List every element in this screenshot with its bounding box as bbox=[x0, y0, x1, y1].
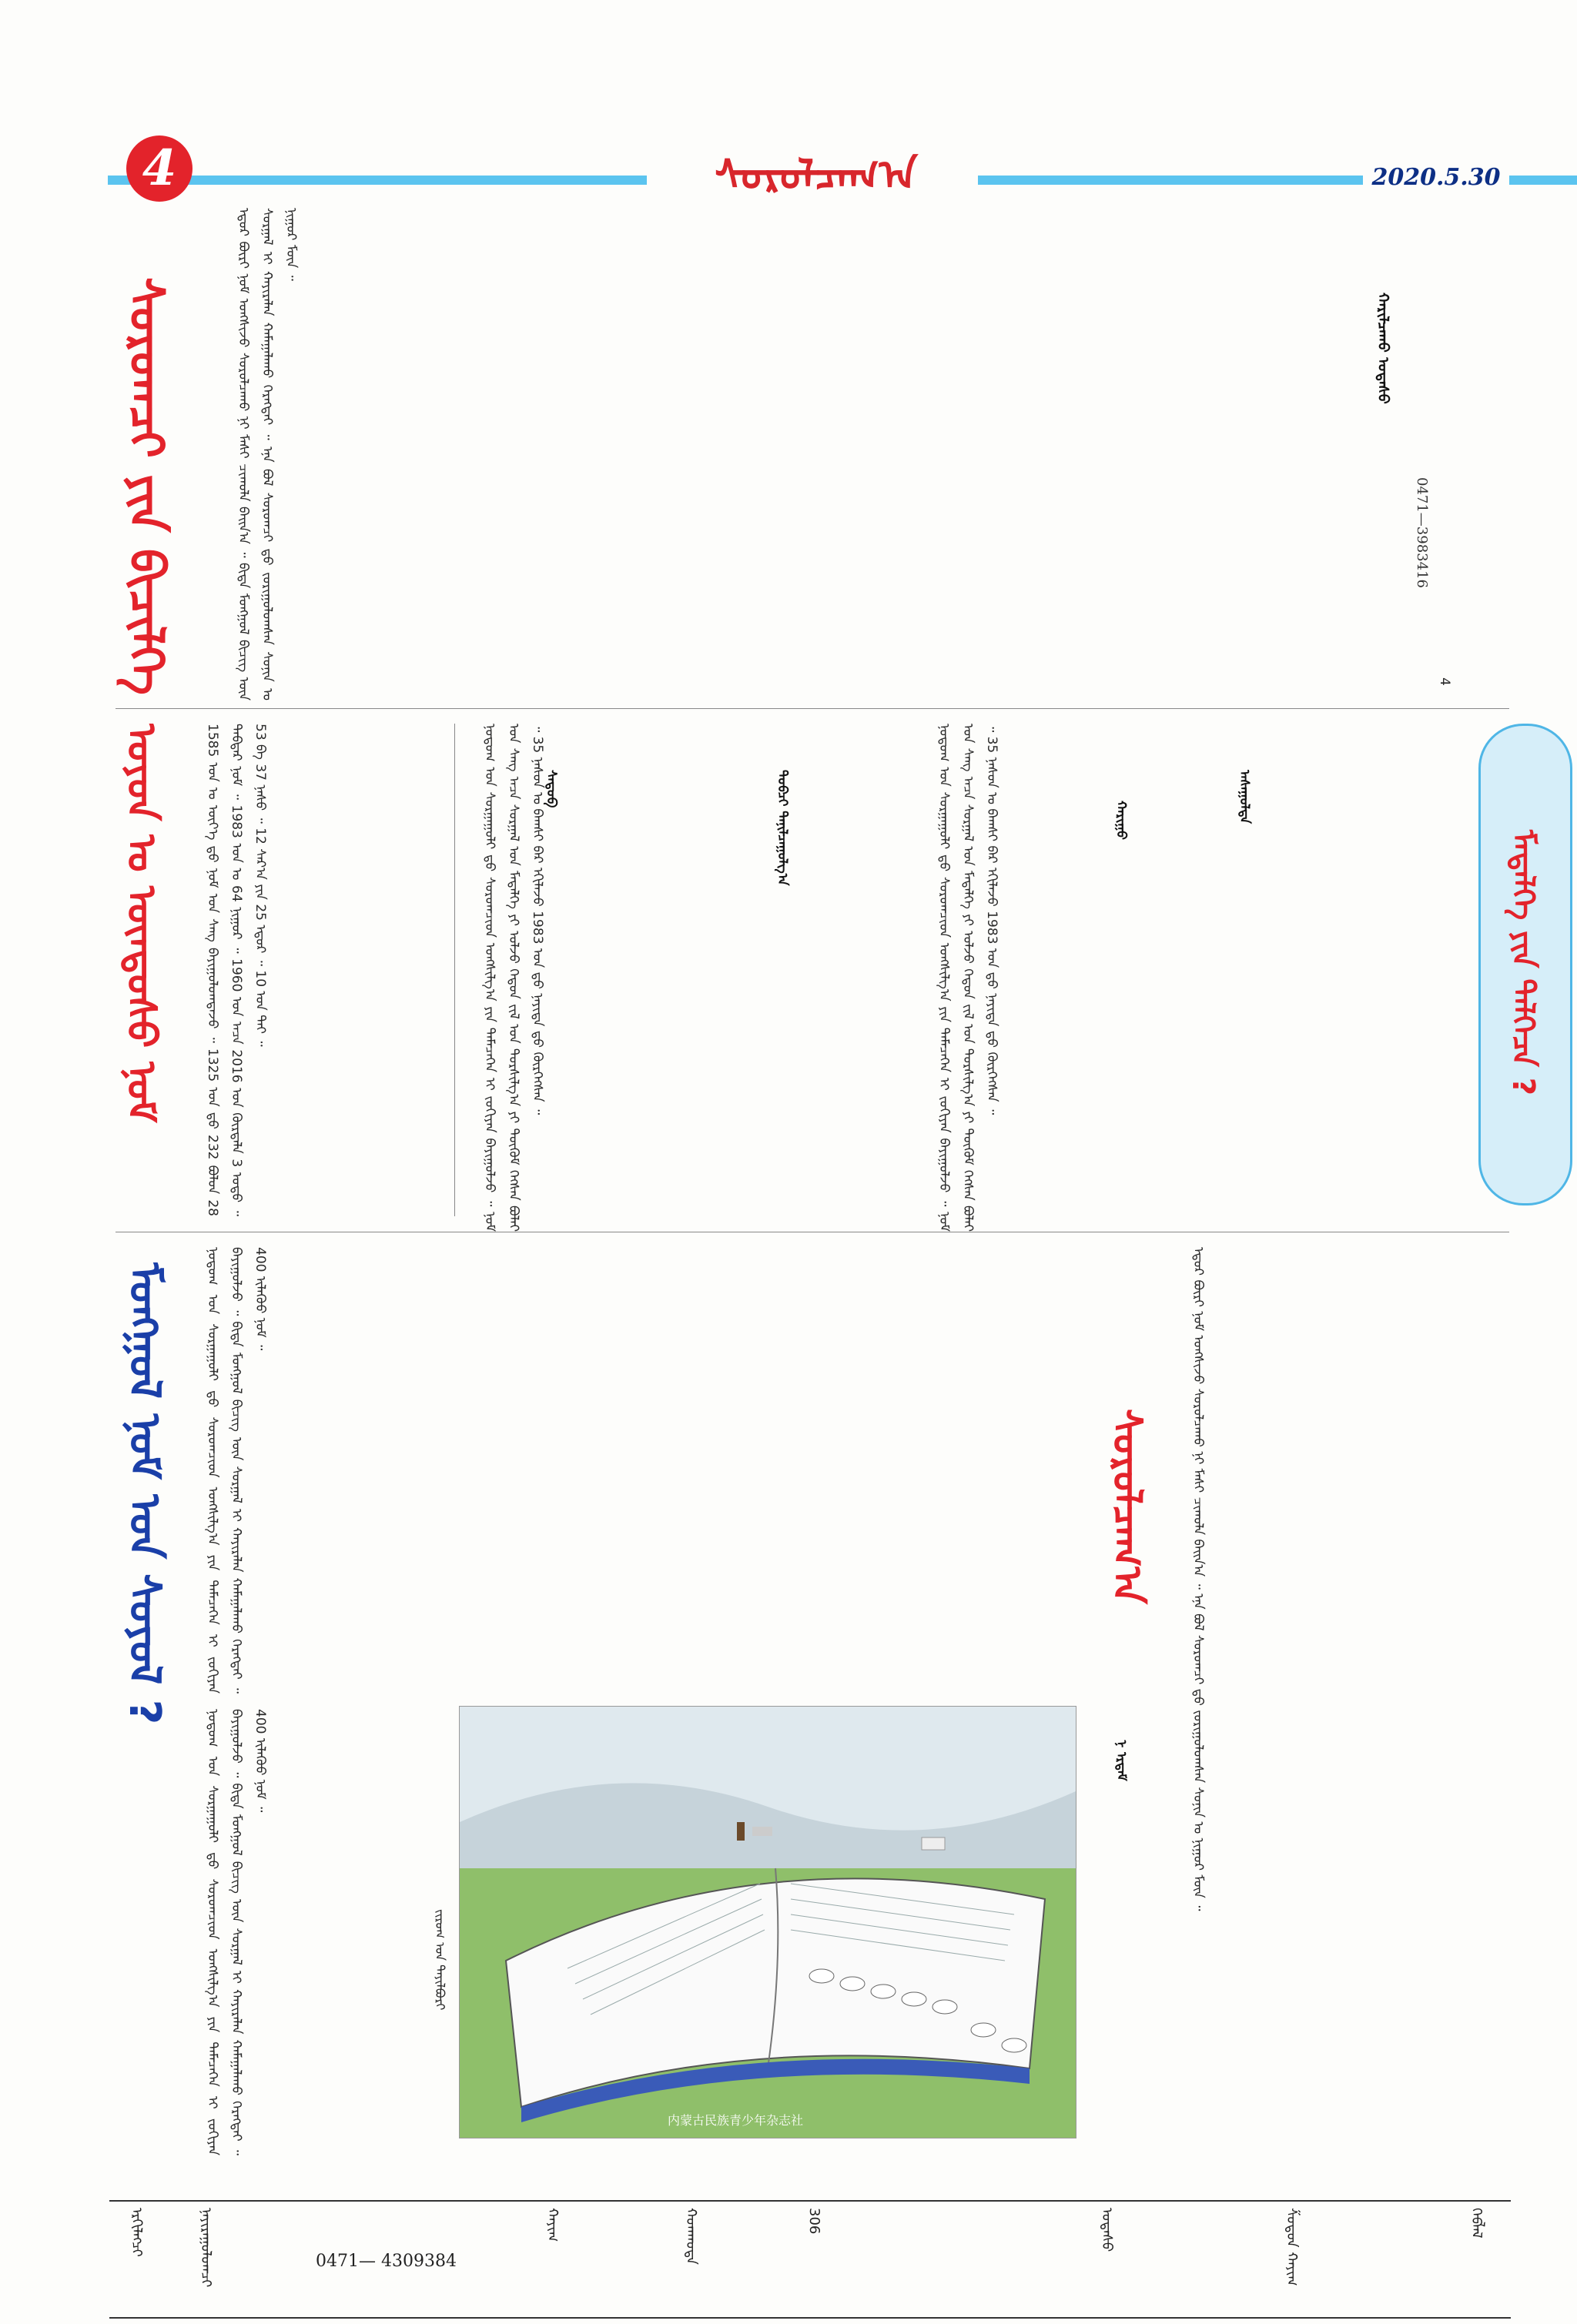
illustration-credit: ᠵᠢᠷᠤᠭ ᠤᠨ ᠲᠠᠶᠢᠯᠪᠤᠷᠢ bbox=[433, 1909, 447, 2011]
top-article-text: ᠡᠳᠦᠷ ᠪᠦᠷᠢ ᠨᠣᠮ ᠤᠩᠰᠢᠵᠤ ᠰᠤᠷᠤᠯᠴᠠᠬᠤ ᠨᠢ ᠮᠠᠰᠢ ᠴᠢᠬᠤᠯᠠ ᠪᠠᠢᠨ᠎ᠠ ᠃ ᠪᠢᠳᠡ ᠮᠣᠩᠭᠣᠯ ᠪᠢᠴᠢᠭ ᠦᠨ ᠰᠤᠷᠭᠠᠯ ᠢ ᠬᠠᠶᠢᠷᠠᠯᠠᠨ ᠬᠠᠮᠠᠭᠠᠯᠠᠬᠤ ᠬᠡᠷᠡᠭᠲᠡᠢ ᠃ ᠡᠨᠡ ᠪᠣᠯ ᠰᠤᠷᠤᠭᠴᠢ ᠳ᠋ᠤ ᠵᠣᠷᠢᠭᠤᠯᠤᠭᠰᠠᠨ ᠰᠣᠨᠢᠨ ᠤ ᠨᠢᠭᠤᠷ ᠮᠥᠨ ᠃ bbox=[236, 208, 299, 701]
page-number-badge: 4 bbox=[126, 135, 193, 202]
masthead-stripe-edge bbox=[1509, 176, 1577, 185]
mid-subhead-2: ᠬᠠᠷᠢᠭᠤ bbox=[1113, 801, 1129, 840]
bottom-article-body-right bbox=[1186, 1247, 1502, 2148]
bottom-article-body-left bbox=[200, 1247, 1101, 1694]
section-divider-top bbox=[116, 708, 1509, 709]
bottom-article-headline: ᠮᠣᠩᠭᠣᠯ ᠨᠣᠮ ᠤᠨ ᠰᠣᠶᠤᠯ ? bbox=[119, 1262, 169, 1725]
bottom-article-text-lower: ᠨᠤᠲᠤᠭ ᠤᠨ ᠰᠤᠷᠭᠠᠭᠤᠯᠢ ᠳ᠋ᠤ ᠰᠤᠷᠤᠭᠴᠢᠳ ᠤᠩᠰᠢᠯᠭ᠎ᠠ ᠶᠢᠨ ᠲᠡᠮᠡᠴᠡᠭᠡᠨ ᠢ ᠵᠣᠬᠢᠶᠠᠨ ᠪᠠᠶᠢᠭᠤᠯᠵᠤ ᠃ ᠪᠢᠳᠡ ᠮᠣᠩᠭᠣᠯ ᠪᠢᠴᠢᠭ ᠦᠨ ᠰᠤᠷᠭᠠᠯ ᠢ ᠬᠠᠶᠢᠷᠠᠯᠠᠨ ᠬᠠᠮᠠᠭᠠᠯᠠᠬᠤ ᠬᠡᠷᠡᠭᠲᠡᠢ ᠃ 400 ᠢᠯᠡᠭᠦᠦ ᠨᠣᠮ ᠃ bbox=[205, 1709, 268, 2155]
top-article-headline: ᠰᠤᠷᠤᠭᠴᠢ ᠶᠢᠨ ᠪᠢᠴᠢᠯᠭᠡ bbox=[119, 277, 175, 695]
yurt bbox=[922, 1837, 945, 1850]
bottom-article-body-lower bbox=[200, 1709, 447, 2155]
footer-col-1: ᠡᠷᠬᠢᠯᠡᠭᠴᠢ bbox=[129, 2208, 145, 2257]
history-article-text: 1585 ᠣᠨ ᠤ ᠦᠶ᠎ᠡ ᠳ᠋ᠦ ᠨᠣᠮ ᠤᠨ ᠰᠠᠩ ᠪᠠᠶᠢᠭᠤᠯᠤᠭᠳᠠᠵᠤ ᠃ 1325 ᠣᠨ ᠳ᠋ᠤ 232 ᠪᠣᠯᠤᠨ 28 ᠳᠡᠪᠲᠡᠷ ᠨᠣᠮ ᠃ 1983 ᠣᠨ ᠤ 64 ᠨᠢᠭᠤᠷ ᠃ 1960 ᠣᠨ ᠠᠴᠠ 2016 ᠣᠨ ᠬᠦᠷᠲᠡᠯᠡ 3 ᠣᠳᠤ ᠃ 53 ᠪᠠ 37 ᠨᠠᠰᠤ ᠃ 12 ᠰᠠᠷ᠎ᠠ ᠶᠢᠨ 25 ᠡᠳᠦᠷ ᠃ 10 ᠣᠨ ᠲᠠᠢ ᠃ bbox=[205, 724, 268, 1216]
bottom-article-subhead: ᠰᠤᠷᠤᠯᠴᠠᠭ᠎ᠠ bbox=[1103, 1409, 1150, 1604]
top-article-body bbox=[231, 208, 1409, 701]
footer-col-5: 306 bbox=[806, 2208, 822, 2235]
mid-subhead-1: ᠠᠰᠠᠭᠤᠯᠲᠠ bbox=[1237, 770, 1252, 824]
open-book-illustration-art bbox=[460, 1707, 1076, 2138]
herder-figure bbox=[737, 1822, 745, 1841]
bottom-article-text-left: ᠨᠤᠲᠤᠭ ᠤᠨ ᠰᠤᠷᠭᠠᠭᠤᠯᠢ ᠳ᠋ᠤ ᠰᠤᠷᠤᠭᠴᠢᠳ ᠤᠩᠰᠢᠯᠭ᠎ᠠ ᠶᠢᠨ ᠲᠡᠮᠡᠴᠡᠭᠡᠨ ᠢ ᠵᠣᠬᠢᠶᠠᠨ ᠪᠠᠶᠢᠭᠤᠯᠵᠤ ᠃ ᠪᠢᠳᠡ ᠮᠣᠩᠭᠣᠯ ᠪᠢᠴᠢᠭ ᠦᠨ ᠰᠤᠷᠭᠠᠯ ᠢ ᠬᠠᠶᠢᠷᠠᠯᠠᠨ ᠬᠠᠮᠠᠭᠠᠯᠠᠬᠤ ᠬᠡᠷᠡᠭᠲᠡᠢ ᠃ 400 ᠢᠯᠡᠭᠦᠦ ᠨᠣᠮ ᠃ bbox=[205, 1247, 268, 1694]
masthead-stripe-right bbox=[978, 176, 1363, 185]
issue-date: 2020.5.30 bbox=[1371, 164, 1501, 191]
footer-col-2: ᠨᠠᠶᠢᠷᠠᠭᠤᠯᠤᠭᠴᠢ bbox=[198, 2208, 214, 2288]
mid-subhead-3: ᠲᠣᠪᠴᠢ ᠲᠠᠨᠢᠯᠴᠠᠭᠤᠯᠭ᠎ᠠ bbox=[775, 770, 790, 886]
history-article-headline: ᠣᠶᠤᠨ ᠤ ᠦᠨᠳᠦᠰᠦ ᠨᠣᠮ bbox=[118, 724, 164, 1123]
mid-article-text-a: ᠨᠤᠲᠤᠭ ᠤᠨ ᠰᠤᠷᠭᠠᠭᠤᠯᠢ ᠳ᠋ᠤ ᠰᠤᠷᠤᠭᠴᠢᠳ ᠤᠩᠰᠢᠯᠭ᠎ᠠ ᠶᠢᠨ ᠲᠡᠮᠡᠴᠡᠭᠡᠨ ᠢ ᠵᠣᠬᠢᠶᠠᠨ ᠪᠠᠶᠢᠭᠤᠯᠵᠤ ᠃ ᠨᠣᠮ ᠤᠨ ᠰᠠᠩ ᠠᠴᠠ ᠰᠤᠷᠭᠠᠯ ᠤᠨ ᠮᠡᠳᠡᠯᠭᠡ ᠶᠢ ᠣᠯᠵᠤ ᠬᠡᠳᠦᠨ ᠵᠢᠯ ᠤᠨ ᠲᠤᠷᠰᠢᠯᠭ᠎ᠠ ᠶᠢ ᠳᠦᠭᠦᠮ ᠬᠡᠭᠰᠡᠨ ᠪᠣᠯᠠᠢ ᠃ 35 ᠨᠠᠰᠤᠨ ᠤ ᠪᠠᠭᠰᠢ ᠪᠠᠷ ᠡᠬᠢᠯᠡᠵᠦ 1983 ᠣᠨ ᠳ᠋ᠤ ᠨᠡᠶᠢᠲᠡ ᠳ᠋ᠦ ᠬᠦᠷᠭᠡᠭᠰᠡᠨ ᠃ bbox=[936, 724, 999, 1232]
footer-col-7: ᠱᠤᠳᠤᠨ ᠬᠠᠶᠢᠭ bbox=[1284, 2208, 1300, 2286]
footer-phone: 0471— 4309384 bbox=[316, 2252, 457, 2271]
column-rule-mid bbox=[454, 724, 455, 1216]
illustration-caption: 内蒙古民族青少年杂志社 bbox=[668, 2113, 804, 2128]
masthead bbox=[0, 0, 1577, 208]
history-article-body bbox=[200, 724, 447, 1216]
top-article-contact-phone: 0471—3983416 bbox=[1414, 477, 1430, 588]
mid-article-body-left bbox=[477, 724, 924, 1232]
open-book-illustration bbox=[459, 1706, 1076, 2138]
footer-col-3: ᠬᠠᠶᠢᠭ bbox=[544, 2208, 561, 2242]
top-article-issue-ref: 4 bbox=[1437, 677, 1452, 686]
page-name: ᠰᠤᠷᠤᠯᠴᠠᠭ᠎ᠠ bbox=[715, 150, 918, 199]
horse-figure bbox=[752, 1827, 772, 1836]
footer-col-6: ᠤᠲᠠᠰᠤ bbox=[1099, 2208, 1115, 2252]
top-article-contact-label: ᠬᠠᠷᠢᠯᠴᠠᠬᠤ ᠤᠲᠠᠰᠤ bbox=[1374, 293, 1391, 404]
footer-col-8: ᠬᠡᠪᠯᠡᠯ bbox=[1468, 2208, 1485, 2239]
footer-col-4: ᠬᠣᠬᠬᠣᠲᠠ bbox=[683, 2208, 699, 2265]
bottom-article-text-right: ᠡᠳᠦᠷ ᠪᠦᠷᠢ ᠨᠣᠮ ᠤᠩᠰᠢᠵᠤ ᠰᠤᠷᠤᠯᠴᠠᠬᠤ ᠨᠢ ᠮᠠᠰᠢ ᠴᠢᠬᠤᠯᠠ ᠪᠠᠢᠨ᠎ᠠ ᠃ ᠡᠨᠡ ᠪᠣᠯ ᠰᠤᠷᠤᠭᠴᠢ ᠳ᠋ᠤ ᠵᠣᠷᠢᠭᠤᠯᠤᠭᠰᠠᠨ ᠰᠣᠨᠢᠨ ᠤ ᠨᠢᠭᠤᠷ ᠮᠥᠨ ᠃ bbox=[1190, 1247, 1206, 1911]
mid-article-text-b: ᠨᠤᠲᠤᠭ ᠤᠨ ᠰᠤᠷᠭᠠᠭᠤᠯᠢ ᠳ᠋ᠤ ᠰᠤᠷᠤᠭᠴᠢᠳ ᠤᠩᠰᠢᠯᠭ᠎ᠠ ᠶᠢᠨ ᠲᠡᠮᠡᠴᠡᠭᠡᠨ ᠢ ᠵᠣᠬᠢᠶᠠᠨ ᠪᠠᠶᠢᠭᠤᠯᠵᠤ ᠃ ᠨᠣᠮ ᠤᠨ ᠰᠠᠩ ᠠᠴᠠ ᠰᠤᠷᠭᠠᠯ ᠤᠨ ᠮᠡᠳᠡᠯᠭᠡ ᠶᠢ ᠣᠯᠵᠤ ᠬᠡᠳᠦᠨ ᠵᠢᠯ ᠤᠨ ᠲᠤᠷᠰᠢᠯᠭ᠎ᠠ ᠶᠢ ᠳᠦᠭᠦᠮ ᠬᠡᠭᠰᠡᠨ ᠪᠣᠯᠠᠢ ᠃ 35 ᠨᠠᠰᠤᠨ ᠤ ᠪᠠᠭᠰᠢ ᠪᠠᠷ ᠡᠬᠢᠯᠡᠵᠦ 1983 ᠣᠨ ᠳ᠋ᠤ ᠨᠡᠶᠢᠲᠡ ᠳ᠋ᠦ ᠬᠦᠷᠭᠡᠭᠰᠡᠨ ᠃ bbox=[482, 724, 545, 1232]
feature-title: ᠮᠡᠳᠡᠯᠭᠡ ᠶᠢᠨ ᠳᠡᠯᠭᠡᠴᠡ ? bbox=[1505, 829, 1541, 1095]
mid-subhead-4: ᠰᠡᠳᠦᠪ bbox=[544, 770, 559, 808]
mid-article-body-right bbox=[932, 724, 1471, 1232]
bottom-article-byline: ᠨ ᠡᠷᠳᠡᠮ bbox=[1113, 1740, 1129, 1781]
